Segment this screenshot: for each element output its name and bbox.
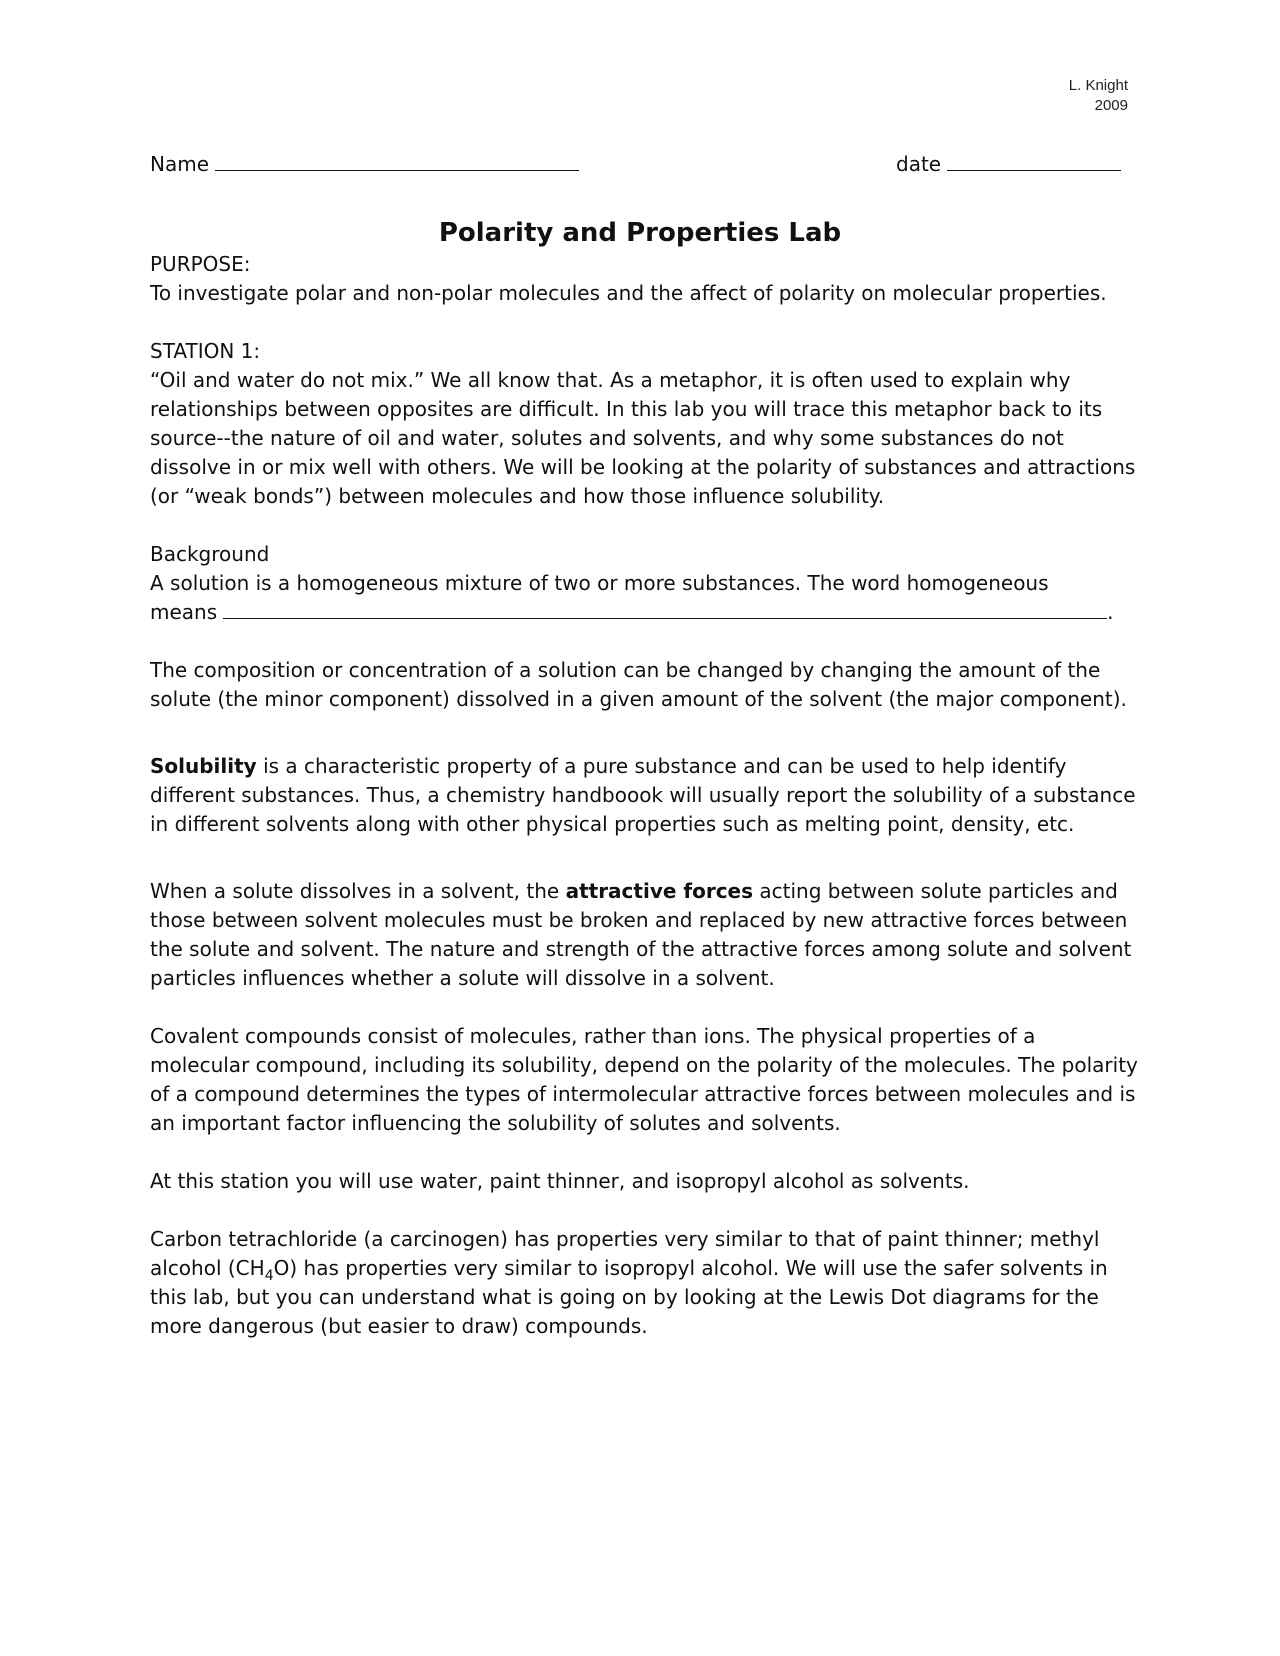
forces-text-pre: When a solute dissolves in a solvent, the xyxy=(150,879,566,903)
station1-intro: “Oil and water do not mix.” We all know that. As a metaphor, it is often used to explain why relationships between opposites are difficult. In this lab you will trace this metaphor back to its source--the nature of oil and water, solutes and solvents, and why some substances do not dissolve in or mix well with others. We will be looking at the polarity of substances and attractions (or “weak bonds”) between molecules and how those influence solubility. xyxy=(150,368,1136,508)
date-blank-line[interactable] xyxy=(947,150,1121,171)
name-label: Name xyxy=(150,152,210,176)
methanol-subscript: 4 xyxy=(264,1268,274,1284)
author-name: L. Knight xyxy=(1068,77,1128,94)
carbon-text-pre: Carbon tetrachloride (a carcinogen) has properties very similar to that of paint thinner; methyl alcohol (CH xyxy=(150,1227,1100,1280)
carbon-paragraph xyxy=(150,1225,1140,1341)
forces-text-post: acting between solute particles and those between solvent molecules must be broken and replaced by new attractive forces between the solute and solvent. The nature and strength of the attractive forces among solute and solvent particles influences whether a solute will dissolve in a solvent. xyxy=(150,879,1132,990)
composition-paragraph: The composition or concentration of a solution can be changed by changing the amount of the solute (the minor component) dissolved in a given amount of the solvent (the major component). xyxy=(150,658,1127,711)
author-block xyxy=(1069,76,1128,116)
carbon-text-post: O) has properties very similar to isopropyl alcohol. We will use the safer solvents in this lab, but you can understand what is going on by looking at the Lewis Dot diagrams for the more dangerous (but easier to draw) compounds. xyxy=(150,1256,1108,1338)
background-heading: Background xyxy=(150,542,270,566)
solvents-paragraph: At this station you will use water, paint thinner, and isopropyl alcohol as solvents. xyxy=(150,1169,970,1193)
means-label: means xyxy=(150,600,218,624)
homogeneous-line: A solution is a homogeneous mixture of two or more substances. The word homogeneous xyxy=(150,571,1049,595)
means-period: . xyxy=(1107,600,1114,624)
name-field[interactable] xyxy=(150,150,579,177)
purpose-text: To investigate polar and non-polar molecules and the affect of polarity on molecular properties. xyxy=(150,281,1107,305)
solubility-term: Solubility xyxy=(150,754,257,778)
means-blank-line[interactable] xyxy=(223,598,1107,619)
forces-paragraph xyxy=(150,877,1140,993)
station1-heading: STATION 1: xyxy=(150,339,261,363)
date-field[interactable] xyxy=(896,150,1121,177)
date-label: date xyxy=(896,152,942,176)
purpose-heading: PURPOSE: xyxy=(150,252,251,276)
forces-term: attractive forces xyxy=(565,879,754,903)
author-year: 2009 xyxy=(1094,97,1128,114)
name-blank-line[interactable] xyxy=(215,150,579,171)
page-title: Polarity and Properties Lab xyxy=(438,218,842,248)
solubility-text: is a characteristic property of a pure substance and can be used to help identify different substances. Thus, a chemistry handboook will usually report the solubility of a substance in different solvents along with other physical properties such as melting point, density, etc. xyxy=(150,754,1136,836)
document-body xyxy=(150,250,1140,1341)
solubility-paragraph xyxy=(150,752,1140,839)
means-row xyxy=(150,598,1140,627)
covalent-paragraph: Covalent compounds consist of molecules, rather than ions. The physical properties of a molecular compound, including its solubility, depend on the polarity of the molecules. The polarity of a compound determines the types of intermolecular attractive forces between molecules and is an important factor influencing the solubility of solutes and solvents. xyxy=(150,1024,1138,1135)
